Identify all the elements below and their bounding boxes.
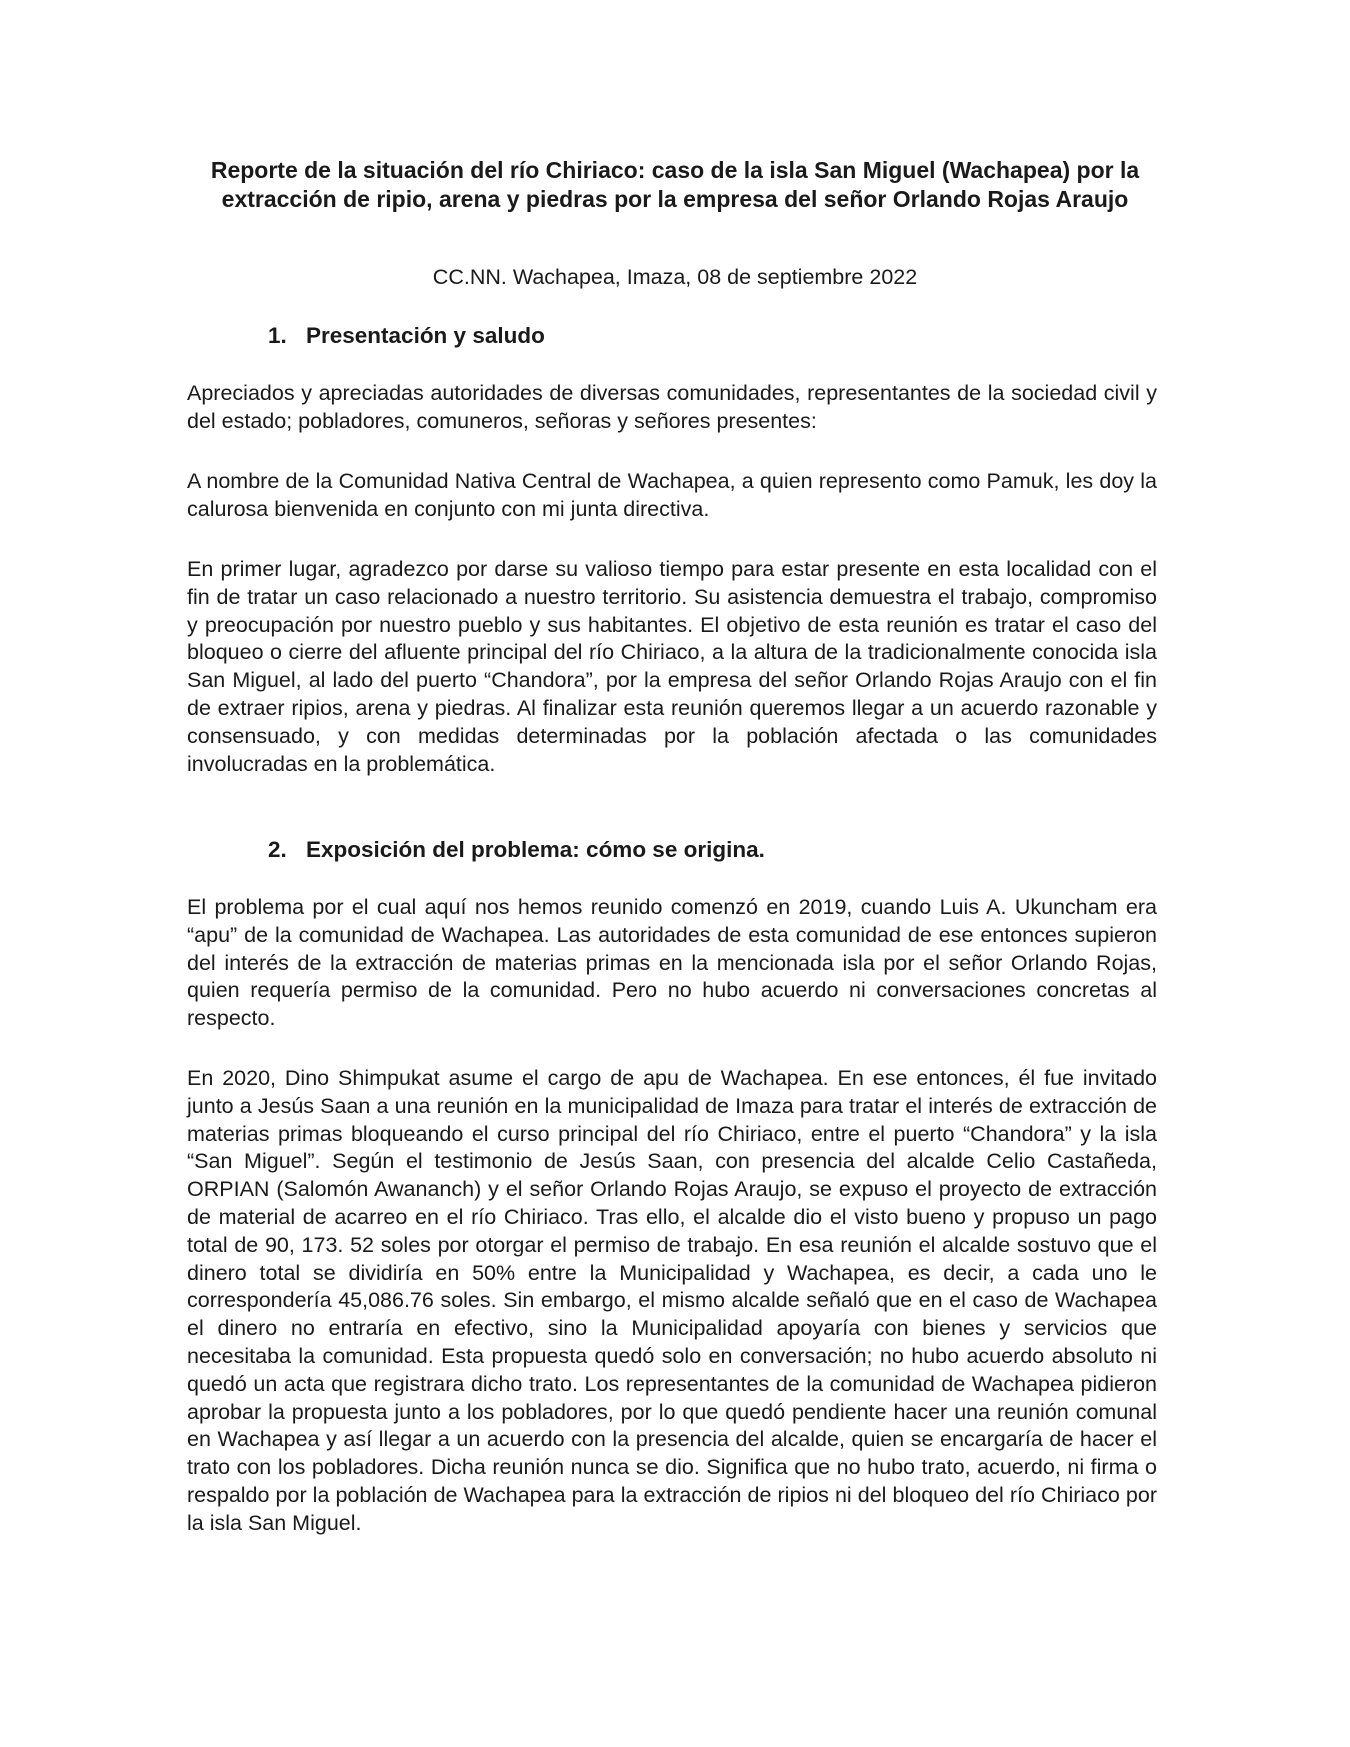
section-heading-exposicion [268,836,765,864]
paragraph-origin-2019: El problema por el cual aquí nos hemos reunido comenzó en 2019, cuando Luis A. Ukuncham era “apu” de la comunidad de Wachapea. Las autoridades de esta comunidad de ese entonces supieron del interés de la extracción de materias primas en la mencionada isla por el señor Orlando Rojas, quien requería permiso de la comunidad. Pero no hubo acuerdo ni conversaciones concretas al respecto. [187,895,1157,1031]
section-number: 1. [268,323,287,348]
section-heading-presentacion [268,322,545,350]
section-heading-text: Exposición del problema: cómo se origina. [306,837,765,862]
document-title: Reporte de la situación del río Chiriaco: caso de la isla San Miguel (Wachapea) por la extracción de ripio, arena y piedras por la empresa del señor Orlando Rojas Araujo [210,157,1140,212]
paragraph-greeting: Apreciados y apreciadas autoridades de diversas comunidades, representantes de la sociedad civil y del estado; pobladores, comuneros, señoras y señores presentes: [187,381,1157,433]
paragraph-welcome: A nombre de la Comunidad Nativa Central de Wachapea, a quien represento como Pamuk, les doy la calurosa bienvenida en conjunto con mi junta directiva. [187,469,1157,521]
paragraph-objective: En primer lugar, agradezco por darse su valioso tiempo para estar presente en esta localidad con el fin de tratar un caso relacionado a nuestro territorio. Su asistencia demuestra el trabajo, compromiso y preocupación por nuestro pueblo y sus habitantes. El objetivo de esta reunión es tratar el caso del bloqueo o cierre del afluente principal del río Chiriaco, a la altura de la tradicionalmente conocida isla San Miguel, al lado del puerto “Chandora”, por la empresa del señor Orlando Rojas Araujo con el fin de extraer ripios, arena y piedras. Al finalizar esta reunión queremos llegar a un acuerdo razonable y consensuado, y con medidas determinadas por la población afectada o las comunidades involucradas en la problemática. [187,557,1157,776]
section-heading-text: Presentación y saludo [306,323,545,348]
place-date-line: CC.NN. Wachapea, Imaza, 08 de septiembre 2022 [432,265,918,289]
paragraph-events-2020: En 2020, Dino Shimpukat asume el cargo de apu de Wachapea. En ese entonces, él fue invitado junto a Jesús Saan a una reunión en la municipalidad de Imaza para tratar el interés de extracción de materias primas bloqueando el curso principal del río Chiriaco, entre el puerto “Chandora” y la isla “San Miguel”. Según el testimonio de Jesús Saan, con presencia del alcalde Celio Castañeda, ORPIAN (Salomón Awananch) y el señor Orlando Rojas Araujo, se expuso el proyecto de extracción de material de acarreo en el río Chiriaco. Tras ello, el alcalde dio el visto bueno y propuso un pago total de 90, 173. 52 soles por otorgar el permiso de trabajo. En esa reunión el alcalde sostuvo que el dinero total se dividiría en 50% entre la Municipalidad y Wachapea, es decir, a cada uno le correspondería 45,086.76 soles. Sin embargo, el mismo alcalde señaló que en el caso de Wachapea el dinero no entraría en efectivo, sino la Municipalidad apoyaría con bienes y servicios que necesitaba la comunidad. Esta propuesta quedó solo en conversación; no hubo acuerdo absoluto ni quedó un acta que registrara dicho trato. Los representantes de la comunidad de Wachapea pidieron aprobar la propuesta junto a los pobladores, por lo que quedó pendiente hacer una reunión comunal en Wachapea y así llegar a un acuerdo con la presencia del alcalde, quien se encargaría de hacer el trato con los pobladores. Dicha reunión nunca se dio. Significa que no hubo trato, acuerdo, ni firma o respaldo por la población de Wachapea para la extracción de ripios ni del bloqueo del río Chiriaco por la isla San Miguel. [187,1066,1157,1535]
section-number: 2. [268,837,287,862]
